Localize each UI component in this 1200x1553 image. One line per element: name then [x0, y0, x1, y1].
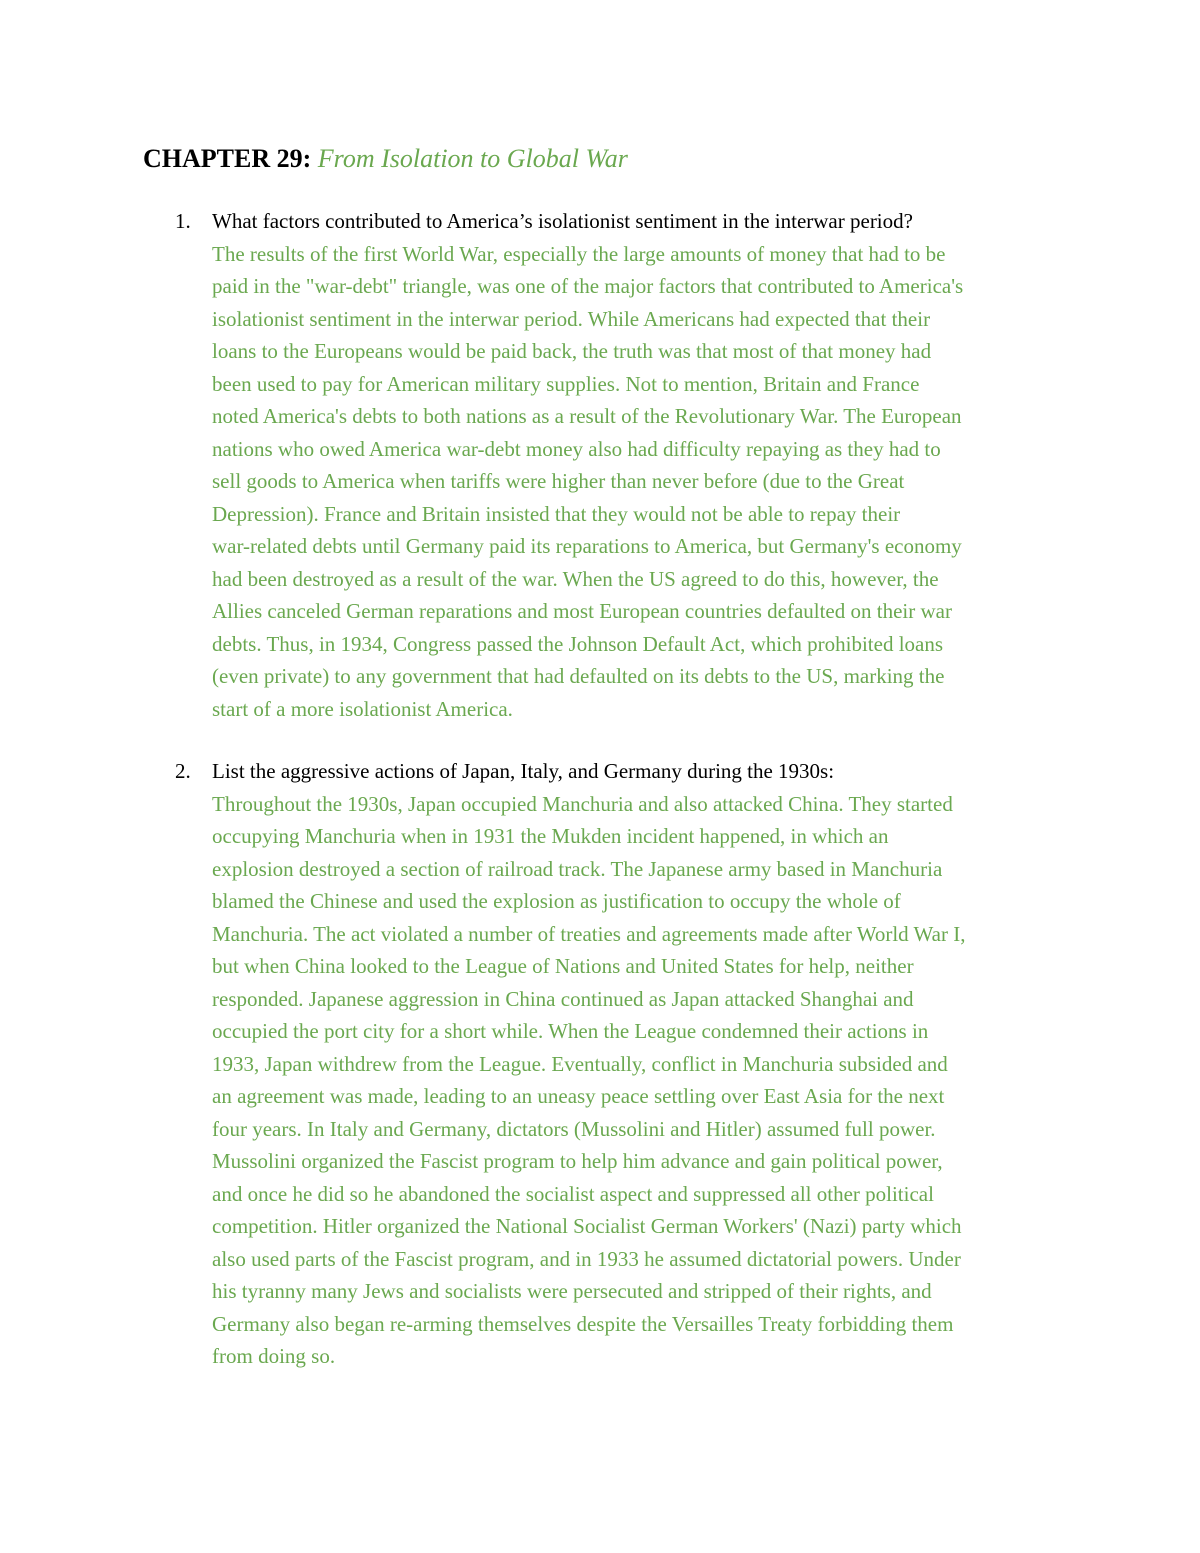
answer-line: Mussolini organized the Fascist program to help him advance and gain political power,	[212, 1149, 943, 1173]
answer-line: also used parts of the Fascist program, and in 1933 he assumed dictatorial powers. Under	[212, 1246, 961, 1271]
answer-line: paid in the "war-debt" triangle, was one of the major factors that contributed to America's	[212, 274, 964, 298]
chapter-label: CHAPTER 29:	[143, 144, 312, 173]
answer-line: nations who owed America war-debt money also had difficulty repaying as they had to	[212, 436, 941, 461]
answer-line: responded. Japanese aggression in China continued as Japan attacked Shanghai and	[212, 986, 914, 1011]
answer-text	[212, 788, 1067, 1373]
answer-line: had been destroyed as a result of the war. When the US agreed to do this, however, the	[212, 566, 939, 591]
answer-line: Germany also began re-arming themselves despite the Versailles Treaty forbidding them	[212, 1311, 954, 1336]
answer-line: Throughout the 1930s, Japan occupied Manchuria and also attacked China. They started	[212, 791, 953, 816]
answer-line: (even private) to any government that had defaulted on its debts to the US, marking the	[212, 664, 945, 688]
answer-line: four years. In Italy and Germany, dictators (Mussolini and Hitler) assumed full power.	[212, 1116, 936, 1141]
answer-line: war-related debts until Germany paid its reparations to America, but Germany's economy	[212, 534, 962, 558]
question-item-2	[175, 755, 1075, 1373]
answer-line: Allies canceled German reparations and most European countries defaulted on their war	[212, 599, 952, 623]
answer-line: start of a more isolationist America.	[212, 696, 513, 721]
chapter-subtitle: From Isolation to Global War	[317, 144, 628, 173]
answer-line: competition. Hitler organized the National Socialist German Workers' (Nazi) party which	[212, 1214, 962, 1238]
answer-line: Depression). France and Britain insisted that they would not be able to repay their	[212, 501, 901, 526]
question-item-1	[175, 205, 1075, 725]
answer-line: noted America's debts to both nations as a result of the Revolutionary War. The European	[212, 404, 962, 428]
question-number: 2.	[175, 759, 191, 783]
answer-line: been used to pay for American military supplies. Not to mention, Britain and France	[212, 371, 920, 396]
answer-line: 1933, Japan withdrew from the League. Eventually, conflict in Manchuria subsided and	[212, 1051, 948, 1076]
answer-line: debts. Thus, in 1934, Congress passed the Johnson Default Act, which prohibited loans	[212, 631, 944, 656]
chapter-heading	[143, 141, 628, 177]
answer-line: loans to the Europeans would be paid back, the truth was that most of that money had	[212, 339, 932, 363]
answer-line: occupying Manchuria when in 1931 the Mukden incident happened, in which an	[212, 824, 889, 848]
question-text: What factors contributed to America’s isolationist sentiment in the interwar period?	[212, 209, 913, 233]
answer-line: his tyranny many Jews and socialists were persecuted and stripped of their rights, and	[212, 1279, 932, 1303]
answer-line: Manchuria. The act violated a number of treaties and agreements made after World War I,	[212, 921, 966, 946]
answer-line: but when China looked to the League of Nations and United States for help, neither	[212, 954, 914, 978]
answer-line: isolationist sentiment in the interwar period. While Americans had expected that their	[212, 306, 931, 331]
answer-text	[212, 238, 1067, 726]
answer-line: sell goods to America when tariffs were higher than never before (due to the Great	[212, 469, 905, 493]
answer-line: and once he did so he abandoned the socialist aspect and suppressed all other political	[212, 1181, 934, 1206]
answer-line: The results of the first World War, especially the large amounts of money that had to be	[212, 241, 946, 266]
answer-line: blamed the Chinese and used the explosion as justification to occupy the whole of	[212, 889, 901, 913]
question-number: 1.	[175, 209, 191, 233]
answer-line: an agreement was made, leading to an uneasy peace settling over East Asia for the next	[212, 1084, 945, 1108]
answer-line: explosion destroyed a section of railroad track. The Japanese army based in Manchuria	[212, 856, 943, 881]
answer-line: occupied the port city for a short while. When the League condemned their actions in	[212, 1019, 929, 1043]
answer-line: from doing so.	[212, 1344, 336, 1368]
question-text: List the aggressive actions of Japan, Italy, and Germany during the 1930s:	[212, 759, 835, 783]
